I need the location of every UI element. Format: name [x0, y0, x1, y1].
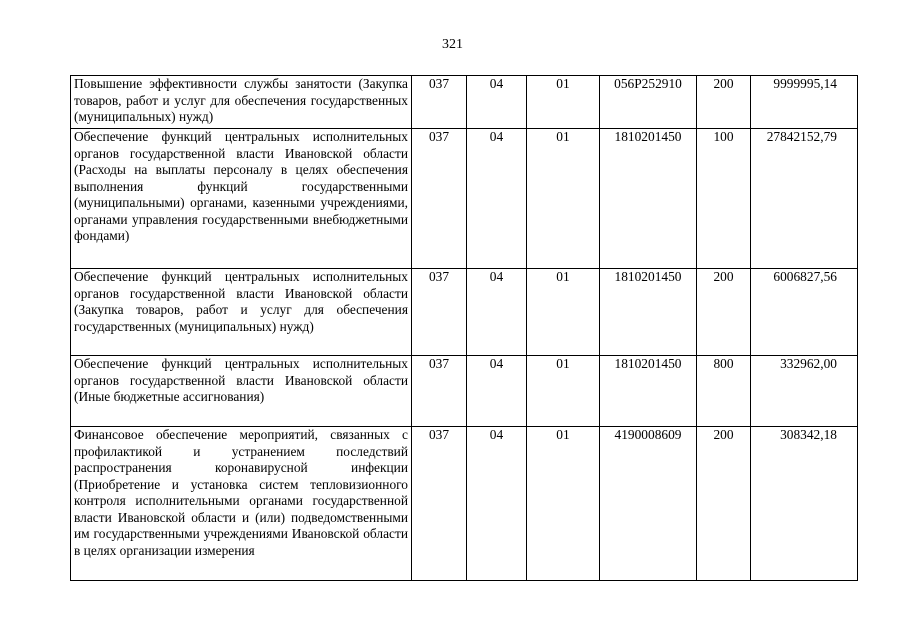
target-article-code: 1810201450 — [600, 269, 697, 356]
subsection-code: 01 — [527, 129, 600, 269]
subsection-code: 01 — [527, 269, 600, 356]
expense-type-code: 200 — [697, 269, 751, 356]
ministry-code: 037 — [412, 76, 467, 129]
page-number: 321 — [442, 37, 463, 52]
table-row — [71, 76, 858, 129]
section-code: 04 — [467, 129, 527, 269]
section-code: 04 — [467, 427, 527, 581]
section-code: 04 — [467, 76, 527, 129]
subsection-code: 01 — [527, 356, 600, 427]
amount-value: 332962,00 — [751, 356, 858, 427]
expense-type-code: 800 — [697, 356, 751, 427]
ministry-code: 037 — [412, 269, 467, 356]
section-code: 04 — [467, 356, 527, 427]
table-row — [71, 269, 858, 356]
ministry-code: 037 — [412, 427, 467, 581]
expense-type-code: 200 — [697, 427, 751, 581]
row-description: Повышение эффективности службы занятости (Закупка товаров, работ и услуг для обеспечения государственных (муниципальных) нужд) — [71, 76, 412, 129]
row-description: Обеспечение функций центральных исполнительных органов государственной власти Ивановской области (Иные бюджетные ассигнования) — [71, 356, 412, 427]
table-row — [71, 427, 858, 581]
ministry-code: 037 — [412, 129, 467, 269]
target-article-code: 056P252910 — [600, 76, 697, 129]
expense-type-code: 100 — [697, 129, 751, 269]
amount-value: 6006827,56 — [751, 269, 858, 356]
row-description: Финансовое обеспечение мероприятий, связанных с профилактикой и устранением последствий распространения коронавирусной инфекции (Приобретение и установка систем тепловизионного контроля исполнительными органами государственной власти Ивановской области и (или) подведомственными им государственными учреждениями Ивановской области в целях организации измерения — [71, 427, 412, 581]
table-row — [71, 356, 858, 427]
budget-table — [70, 75, 858, 581]
table-row — [71, 129, 858, 269]
target-article-code: 1810201450 — [600, 129, 697, 269]
row-description: Обеспечение функций центральных исполнительных органов государственной власти Ивановской области (Расходы на выплаты персоналу в целях обеспечения выполнения функций государственными (муниципальными) органами, казенными учреждениями, органами управления государственными внебюджетными фондами) — [71, 129, 412, 269]
amount-value: 308342,18 — [751, 427, 858, 581]
section-code: 04 — [467, 269, 527, 356]
row-description: Обеспечение функций центральных исполнительных органов государственной власти Ивановской области (Закупка товаров, работ и услуг для обеспечения государственных (муниципальных) нужд) — [71, 269, 412, 356]
expense-type-code: 200 — [697, 76, 751, 129]
amount-value: 27842152,79 — [751, 129, 858, 269]
amount-value: 9999995,14 — [751, 76, 858, 129]
subsection-code: 01 — [527, 427, 600, 581]
subsection-code: 01 — [527, 76, 600, 129]
target-article-code: 4190008609 — [600, 427, 697, 581]
ministry-code: 037 — [412, 356, 467, 427]
target-article-code: 1810201450 — [600, 356, 697, 427]
